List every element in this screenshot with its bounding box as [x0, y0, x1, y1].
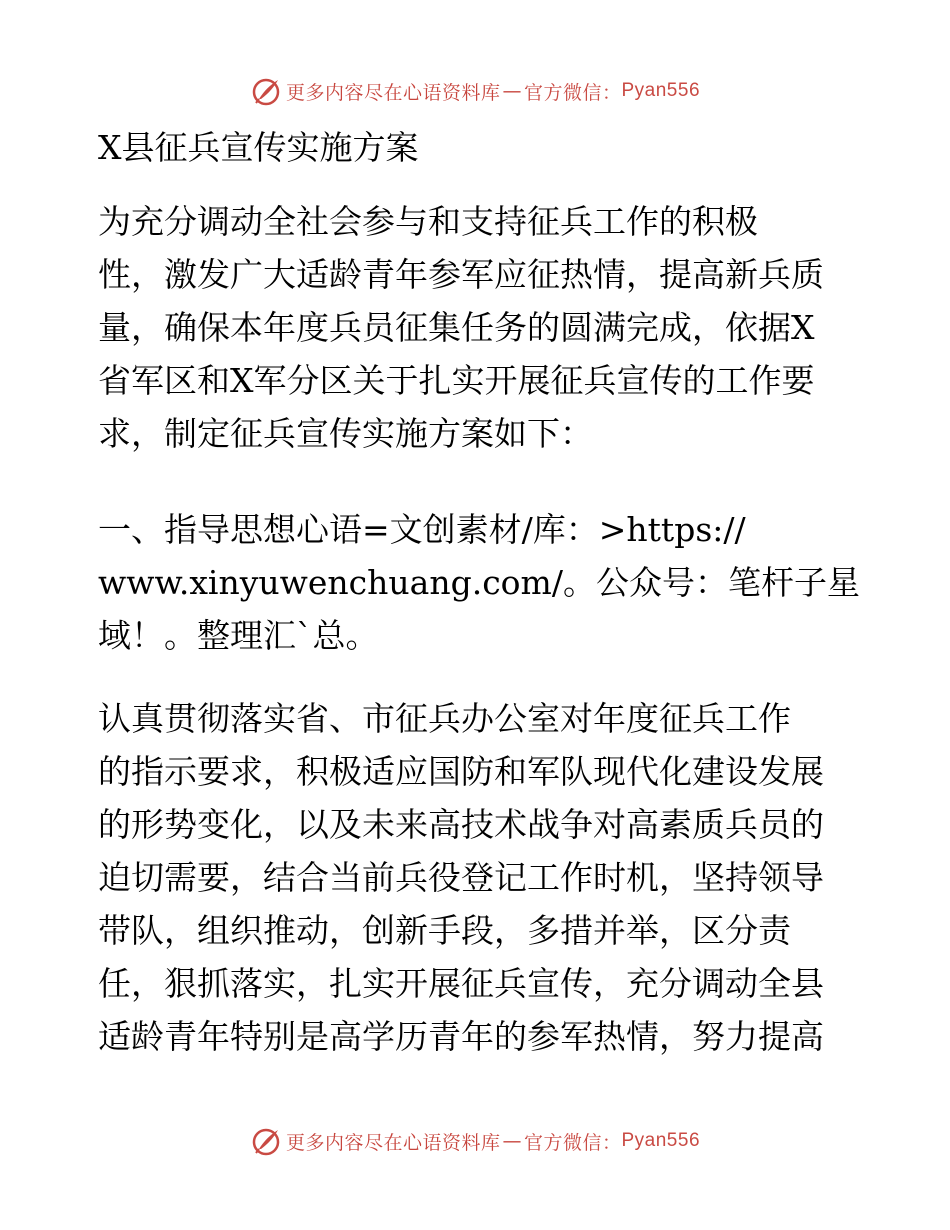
paragraph-line: 带队，组织推动，创新手段，多措并举，区分责: [98, 911, 791, 950]
watermark-separator: —: [502, 1130, 522, 1152]
paragraph-line: 性，激发广大适龄青年参军应征热情，提高新兵质: [98, 255, 824, 294]
quill-logo-icon: [250, 1125, 282, 1157]
section-line: 一、指导思想心语=文创素材/库：>https://: [98, 510, 746, 549]
paragraph-line: 省军区和X军分区关于扎实开展征兵宣传的工作要: [98, 361, 815, 400]
paragraph-line: 的形势变化，以及未来高技术战争对高素质兵员的: [98, 805, 824, 844]
watermark-contact-id: Pyan556: [621, 80, 701, 101]
paragraph-line: 求，制定征兵宣传实施方案如下：: [98, 414, 593, 453]
section-line: 域！。整理汇`总。: [98, 616, 379, 655]
watermark-separator: —: [502, 80, 522, 102]
document-title: X县征兵宣传实施方案: [98, 128, 419, 167]
paragraph-line: 量，确保本年度兵员征集任务的圆满完成，依据X: [98, 308, 815, 347]
intro-paragraph: [98, 195, 858, 460]
section-line: www.xinyuwenchuang.com/。公众号：笔杆子星: [98, 563, 860, 602]
paragraph-line: 为充分调动全社会参与和支持征兵工作的积极: [98, 202, 758, 241]
body-paragraph: [98, 692, 858, 1063]
document-title-block: [98, 121, 858, 174]
watermark-banner-top: [0, 71, 950, 111]
watermark-brand: 更多内容尽在心语资料库: [285, 81, 501, 104]
watermark-contact-label: 官方微信：: [523, 1131, 622, 1154]
quill-logo-icon: [250, 75, 282, 107]
section-heading-guiding-ideology: [98, 503, 858, 662]
watermark-brand: 更多内容尽在心语资料库: [285, 1131, 501, 1154]
paragraph-line: 适龄青年特别是高学历青年的参军热情，努力提高: [98, 1017, 824, 1056]
paragraph-line: 迫切需要，结合当前兵役登记工作时机，坚持领导: [98, 858, 824, 897]
watermark-banner-bottom: [0, 1121, 950, 1161]
paragraph-line: 的指示要求，积极适应国防和军队现代化建设发展: [98, 752, 824, 791]
watermark-contact-label: 官方微信：: [523, 81, 622, 104]
watermark-contact-id: Pyan556: [621, 1130, 701, 1151]
paragraph-line: 认真贯彻落实省、市征兵办公室对年度征兵工作: [98, 699, 791, 738]
paragraph-line: 任，狠抓落实，扎实开展征兵宣传，充分调动全县: [98, 964, 824, 1003]
